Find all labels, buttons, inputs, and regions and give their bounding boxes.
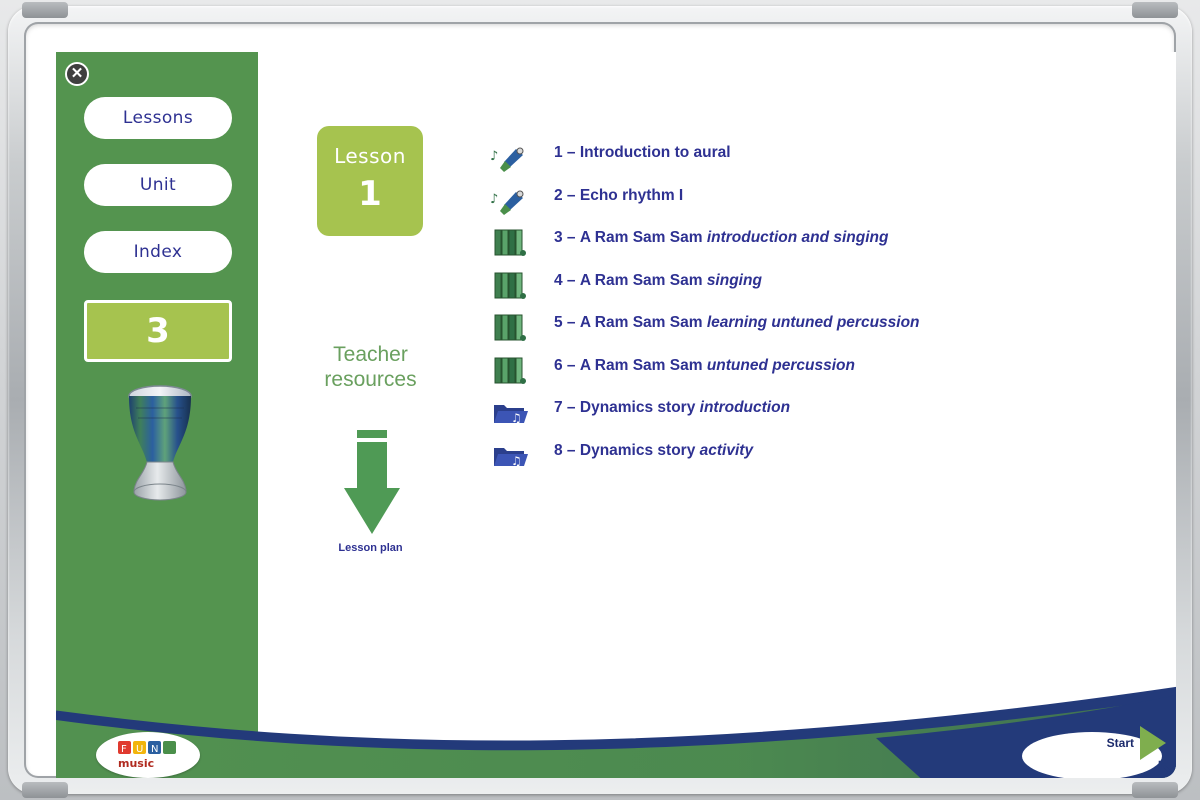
list-item[interactable] <box>490 225 1150 268</box>
list-item[interactable] <box>490 268 1150 311</box>
brand-logo[interactable] <box>96 732 200 778</box>
folder-music-icon <box>490 397 530 429</box>
whiteboard-surface <box>24 22 1176 778</box>
unit-number-badge[interactable] <box>84 300 232 362</box>
play-triangle-icon[interactable] <box>1140 726 1166 760</box>
list-item-text: 3 – A Ram Sam Sam introduction and singing <box>554 229 889 246</box>
list-item[interactable] <box>490 395 1150 438</box>
frame-corner-top-right <box>1132 2 1178 18</box>
aural-listening-icon <box>490 142 530 174</box>
list-item-text: 1 – Introduction to aural <box>554 144 731 161</box>
list-item-text: 4 – A Ram Sam Sam singing <box>554 271 762 289</box>
svg-text:music: music <box>118 757 155 770</box>
frame-corner-bottom-left <box>22 782 68 798</box>
teacher-resources-heading <box>288 342 453 392</box>
unit-number-label: 3 <box>146 311 170 351</box>
brand-logo-icon <box>116 740 180 770</box>
sidebar <box>56 52 258 778</box>
sidebar-item-label: Index <box>133 242 183 262</box>
start-button-label: Start <box>1106 736 1134 750</box>
list-item-text: 5 – A Ram Sam Sam learning untuned percussion <box>554 314 920 331</box>
close-icon[interactable]: ✕ <box>65 62 89 86</box>
list-item-text: 6 – A Ram Sam Sam untuned percussion <box>554 356 855 374</box>
books-icon <box>490 355 530 387</box>
svg-text:N: N <box>151 744 159 755</box>
books-icon <box>490 312 530 344</box>
down-arrow-icon[interactable] <box>342 430 402 540</box>
list-item[interactable] <box>490 353 1150 396</box>
djembe-drum-icon <box>114 382 206 512</box>
list-item[interactable] <box>490 140 1150 183</box>
list-item[interactable] <box>490 310 1150 353</box>
svg-text:F: F <box>121 744 127 755</box>
list-item-text: 2 – Echo rhythm I <box>554 186 684 204</box>
list-item-text: 8 – Dynamics story activity <box>554 441 754 459</box>
svg-text:♫: ♫ <box>511 453 522 468</box>
teacher-resources-line1: Teacher <box>333 343 408 366</box>
sidebar-item-label: Lessons <box>122 108 194 128</box>
folder-music-icon <box>490 440 530 472</box>
svg-text:♪: ♪ <box>490 149 499 164</box>
footer-wave <box>56 682 1176 778</box>
lesson-card-word: Lesson <box>334 144 406 168</box>
books-icon <box>490 227 530 259</box>
lesson-plan-caption: Lesson plan <box>338 542 403 554</box>
aural-listening-icon <box>490 185 530 217</box>
sidebar-item-index[interactable] <box>84 231 232 273</box>
lesson-card-number: 1 <box>358 174 382 214</box>
list-item[interactable] <box>490 438 1150 481</box>
frame-corner-top-left <box>22 2 68 18</box>
fullscreen-icon[interactable] <box>1156 758 1176 778</box>
svg-text:♪: ♪ <box>490 191 499 207</box>
frame-corner-bottom-right <box>1132 782 1178 798</box>
sidebar-item-label: Unit <box>139 175 177 195</box>
teacher-resources-line2: resources <box>324 368 417 391</box>
svg-text:♫: ♫ <box>511 411 522 425</box>
sidebar-item-lessons[interactable] <box>84 97 232 139</box>
list-item-text: 7 – Dynamics story introduction <box>554 399 791 416</box>
app-stage <box>56 52 1176 778</box>
svg-text:U: U <box>136 744 144 755</box>
activity-list <box>490 140 1150 480</box>
lesson-card[interactable] <box>317 126 423 236</box>
books-icon <box>490 270 530 302</box>
sidebar-item-unit[interactable] <box>84 164 232 206</box>
main-content <box>258 52 1176 778</box>
list-item[interactable] <box>490 183 1150 226</box>
